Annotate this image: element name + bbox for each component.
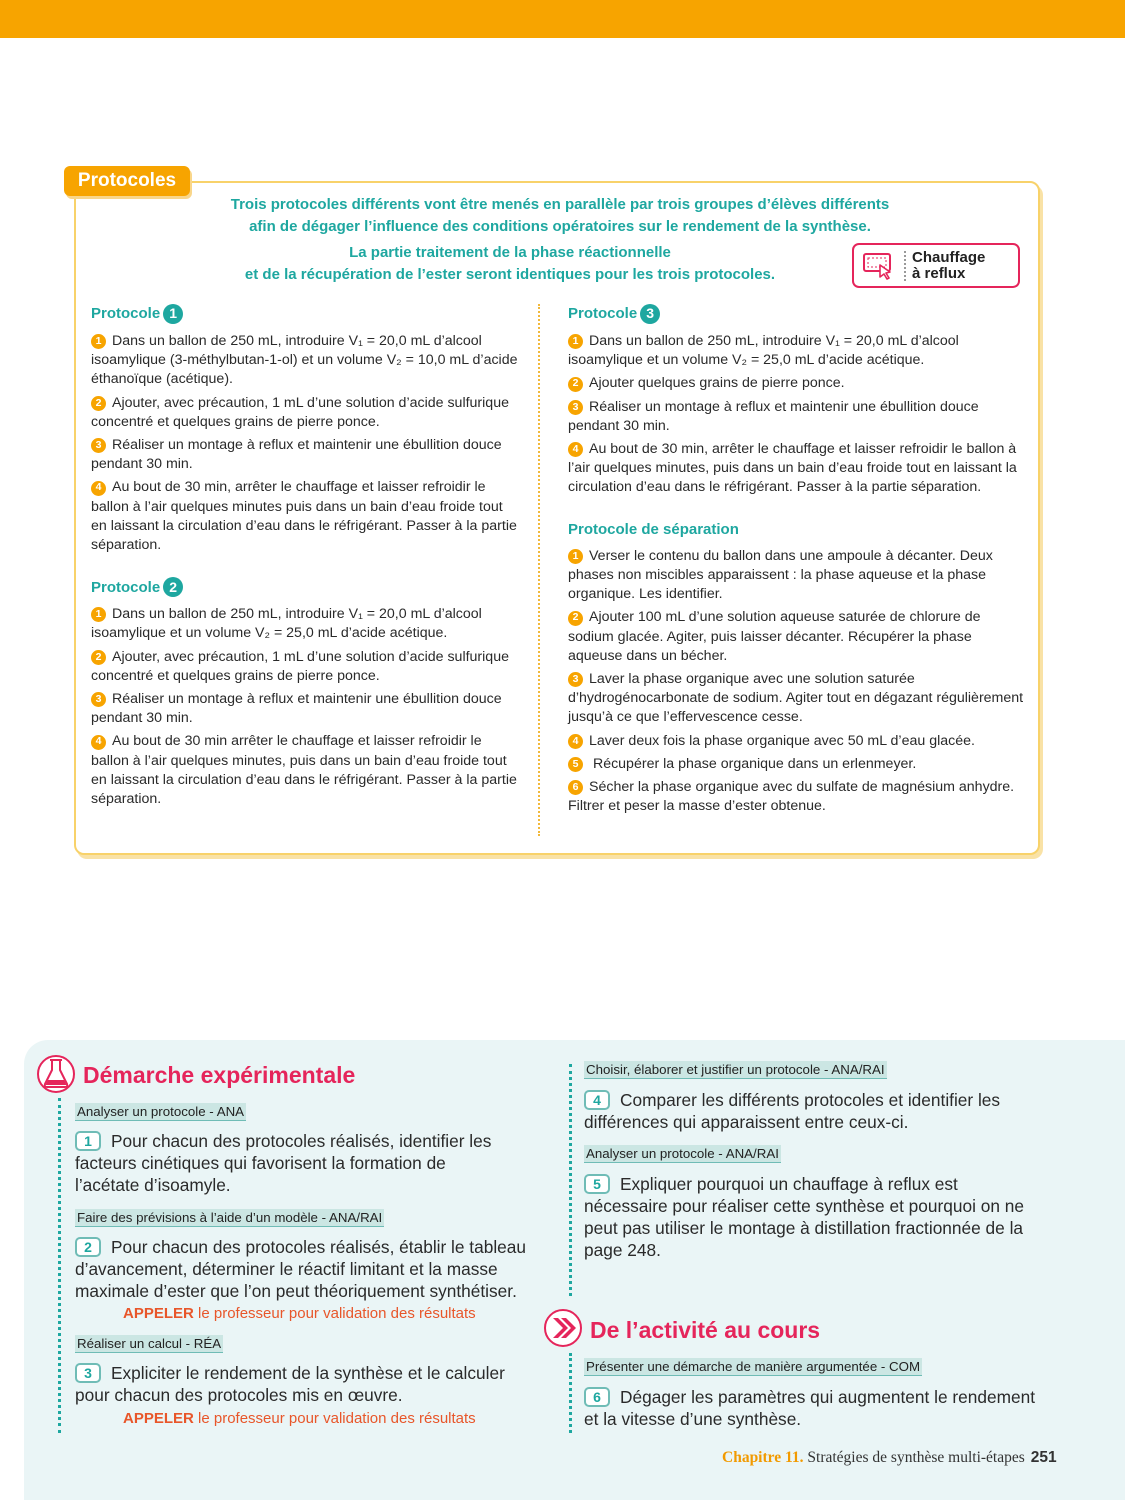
appeler-note-2 <box>123 1410 476 1427</box>
step-text: Sécher la phase organique avec du sulfate de magnésium anhydre. Filtrer et peser la masse d’ester obtenue. <box>568 779 1015 815</box>
step-text: Dans un ballon de 250 mL, introduire V₁ = 20,0 mL d’alcool isoamylique et un volume V₂ = 25,0 mL d’acide acétique. <box>568 333 959 369</box>
step-text: Au bout de 30 min, arrêter le chauffage et laisser refroidir le ballon à l’air quelques minutes, puis dans un bain d’eau froide tout en laissant la circulation d’eau dans le réfrigérant. Passer à la partie séparation. <box>568 441 1017 496</box>
step-item <box>568 374 1024 393</box>
question-3 <box>75 1362 525 1406</box>
question-5 <box>584 1173 1044 1261</box>
touch-screen-icon <box>854 246 902 286</box>
double-chevron-icon <box>544 1309 582 1352</box>
protocole-3-heading <box>568 304 1024 324</box>
step-number: 1 <box>568 549 583 564</box>
step-item <box>568 440 1024 498</box>
cours-heading <box>544 1309 820 1352</box>
step-number: 2 <box>91 650 106 665</box>
step-number: 3 <box>568 672 583 687</box>
step-item <box>91 648 521 686</box>
step-item <box>568 755 1024 774</box>
separation-heading <box>568 520 1024 539</box>
step-text: Au bout de 30 min, arrêter le chauffage et laisser refroidir le ballon à l’air quelques minutes puis dans un bain d’eau froide tout en laissant la circulation d’eau dans le réfrigérant. Passer à la partie séparation. <box>91 479 517 554</box>
step-number: 3 <box>91 692 106 707</box>
step-text: Réaliser un montage à reflux et maintenir une ébullition douce pendant 30 min. <box>91 691 502 727</box>
question-1-text: Pour chacun des protocoles réalisés, identifier les facteurs cinétiques qui favorisent la formation de l’acétate d’isoamyle. <box>75 1131 492 1195</box>
step-item <box>568 547 1024 605</box>
intro-line-4: et de la récupération de l’ester seront identiques pour les trois protocoles. <box>244 266 776 283</box>
protocols-right-column <box>568 304 1024 820</box>
step-item <box>568 732 1024 751</box>
protocole-3-steps <box>568 332 1024 498</box>
step-text: Ajouter 100 mL d’une solution aqueuse saturée de chlorure de sodium glacée. Agiter, puis laisser décanter. Récupérer la phase aqueuse dans un bécher. <box>568 609 981 664</box>
step-text: Dans un ballon de 250 mL, introduire V₁ = 20,0 mL d’alcool isoamylique et un volume V₂ = 25,0 mL d’acide acétique. <box>91 606 482 642</box>
protocole-2-number: 2 <box>163 577 183 597</box>
right-dotted-line-2 <box>569 1353 572 1433</box>
protocole-2-steps <box>91 605 521 809</box>
appeler-text-2: le professeur pour validation des résultats <box>193 1410 476 1427</box>
step-text: Laver la phase organique avec une solution saturée d’hydrogénocarbonate de sodium. Agiter tout en dégazant régulièrement jusqu’à ce que l’effervescence cesse. <box>568 671 1024 726</box>
question-4 <box>584 1089 1024 1133</box>
question-6-text: Dégager les paramètres qui augmentent le rendement et la vitesse d’une synthèse. <box>584 1387 1035 1429</box>
skill-label-6: Présenter une démarche de manière argumentée - COM <box>586 1359 921 1374</box>
appeler-word-2: APPELER <box>123 1410 194 1427</box>
page-number: 251 <box>1030 1449 1057 1466</box>
step-text: Dans un ballon de 250 mL, introduire V₁ = 20,0 mL d’alcool isoamylique (3-méthylbutan-1-ol) et un volume V₂ = 10,0 mL d’acide éthanoïque (acétique). <box>91 333 518 388</box>
step-item <box>91 690 521 728</box>
step-text: Récupérer la phase organique dans un erlenmeyer. <box>589 755 917 772</box>
cours-title: De l’activité au cours <box>590 1317 821 1343</box>
reflux-label <box>912 250 985 282</box>
appeler-text-1: le professeur pour validation des résultats <box>193 1305 476 1322</box>
question-3-number: 3 <box>75 1363 101 1383</box>
question-1 <box>75 1130 495 1196</box>
step-text: Laver deux fois la phase organique avec 50 mL d’eau glacée. <box>589 732 975 749</box>
demarche-heading <box>37 1052 355 1099</box>
question-6-number: 6 <box>584 1387 610 1407</box>
skill-label-2: Faire des prévisions à l’aide d’un modèle - ANA/RAI <box>77 1210 383 1225</box>
protocols-tag: Protocoles <box>64 166 190 196</box>
step-text: Réaliser un montage à reflux et maintenir une ébullition douce pendant 30 min. <box>91 437 502 473</box>
question-3-text: Expliciter le rendement de la synthèse et le calculer pour chacun des protocoles mis en œuvre. <box>75 1363 505 1405</box>
step-item <box>568 608 1024 666</box>
left-dotted-line <box>58 1098 61 1433</box>
step-number: 1 <box>568 334 583 349</box>
question-4-number: 4 <box>584 1090 610 1110</box>
top-color-bar <box>0 0 1125 38</box>
reflux-label-line1: Chauffage <box>912 248 986 266</box>
step-text: Ajouter, avec précaution, 1 mL d’une solution d’acide sulfurique concentré et quelques grains de pierre ponce. <box>91 394 509 430</box>
separation-label: Protocole de séparation <box>568 520 739 538</box>
step-number: 2 <box>91 396 106 411</box>
intro-line-2: afin de dégager l’influence des conditions opératoires sur le rendement de la synthèse. <box>249 218 871 235</box>
question-2-number: 2 <box>75 1237 101 1257</box>
step-number: 1 <box>91 334 106 349</box>
step-number: 5 <box>568 757 583 772</box>
reflux-label-line2: à reflux <box>912 264 966 282</box>
step-text: Verser le contenu du ballon dans une ampoule à décanter. Deux phases non miscibles apparaissent : la phase aqueuse et la phase organique. Les identifier. <box>568 547 993 603</box>
step-item <box>568 670 1024 728</box>
protocols-left-column <box>91 304 521 813</box>
step-item <box>568 778 1024 816</box>
step-number: 4 <box>568 734 583 749</box>
step-text: Ajouter, avec précaution, 1 mL d’une solution d’acide sulfurique concentré et quelques grains de pierre ponce. <box>91 648 509 684</box>
skill-label-1: Analyser un protocole - ANA <box>77 1104 245 1119</box>
question-6 <box>584 1386 1044 1430</box>
protocole-3-label: Protocole <box>568 305 638 323</box>
flask-icon <box>37 1052 75 1099</box>
skill-label-3: Réaliser un calcul - RÉA <box>77 1336 222 1351</box>
step-item <box>91 394 521 432</box>
protocole-1-steps <box>91 332 521 555</box>
question-2-text: Pour chacun des protocoles réalisés, établir le tableau d’avancement, déterminer le réactif limitant et la masse maximale d’ester que l’on peut théoriquement synthétiser. <box>75 1237 526 1301</box>
intro-line-1: Trois protocoles différents vont être menés en parallèle par trois groupes d’élèves différents <box>230 196 890 213</box>
reflux-separator <box>904 251 906 281</box>
page-footer <box>722 1449 1057 1467</box>
step-item <box>91 605 521 643</box>
intro-line-3: La partie traitement de la phase réactionnelle <box>349 244 671 261</box>
skill-label-5: Analyser un protocole - ANA/RAI <box>586 1146 779 1161</box>
step-item <box>91 732 521 809</box>
footer-chapter: Chapitre 11. <box>722 1449 804 1466</box>
step-number: 3 <box>568 400 583 415</box>
step-number: 3 <box>91 438 106 453</box>
step-text: Ajouter quelques grains de pierre ponce. <box>589 375 845 392</box>
step-item <box>91 332 521 390</box>
step-number: 4 <box>568 442 583 457</box>
demarche-title: Démarche expérimentale <box>83 1062 356 1088</box>
separation-steps <box>568 547 1024 817</box>
question-2 <box>75 1236 535 1302</box>
step-number: 2 <box>568 611 583 626</box>
question-5-number: 5 <box>584 1174 610 1194</box>
question-1-number: 1 <box>75 1131 101 1151</box>
right-dotted-line-1 <box>569 1064 572 1296</box>
protocole-1-number: 1 <box>163 304 183 324</box>
skill-label-4: Choisir, élaborer et justifier un protocole - ANA/RAI <box>586 1062 885 1077</box>
step-item <box>91 478 521 555</box>
reflux-video-button[interactable] <box>852 243 1020 288</box>
step-number: 2 <box>568 377 583 392</box>
protocole-2-heading <box>91 577 521 597</box>
question-5-text: Expliquer pourquoi un chauffage à reflux est nécessaire pour réaliser cette synthèse et pourquoi on ne peut pas utiliser le montage à distillation fractionnée de la page 248. <box>584 1174 1024 1260</box>
step-number: 6 <box>568 780 583 795</box>
step-item <box>568 332 1024 370</box>
step-item <box>91 436 521 474</box>
question-4-text: Comparer les différents protocoles et identifier les différences qui apparaissent entre ceux-ci. <box>584 1090 1001 1132</box>
appeler-note-1 <box>123 1305 476 1322</box>
protocole-2-label: Protocole <box>91 578 161 596</box>
step-number: 4 <box>91 735 106 750</box>
step-text: Au bout de 30 min arrêter le chauffage et laisser refroidir le ballon à l’air quelques minutes, puis dans un bain d’eau froide tout en laissant la circulation d’eau dans le réfrigérant. Passer à la partie séparation. <box>91 733 517 808</box>
protocole-3-number: 3 <box>640 304 660 324</box>
step-text: Réaliser un montage à reflux et maintenir une ébullition douce pendant 30 min. <box>568 398 979 434</box>
appeler-word-1: APPELER <box>123 1305 194 1322</box>
column-divider <box>538 304 540 836</box>
step-number: 4 <box>91 481 106 496</box>
protocole-1-label: Protocole <box>91 305 161 323</box>
protocole-1-heading <box>91 304 521 324</box>
step-item <box>568 398 1024 436</box>
footer-title: Stratégies de synthèse multi-étapes <box>803 1449 1025 1466</box>
step-number: 1 <box>91 607 106 622</box>
